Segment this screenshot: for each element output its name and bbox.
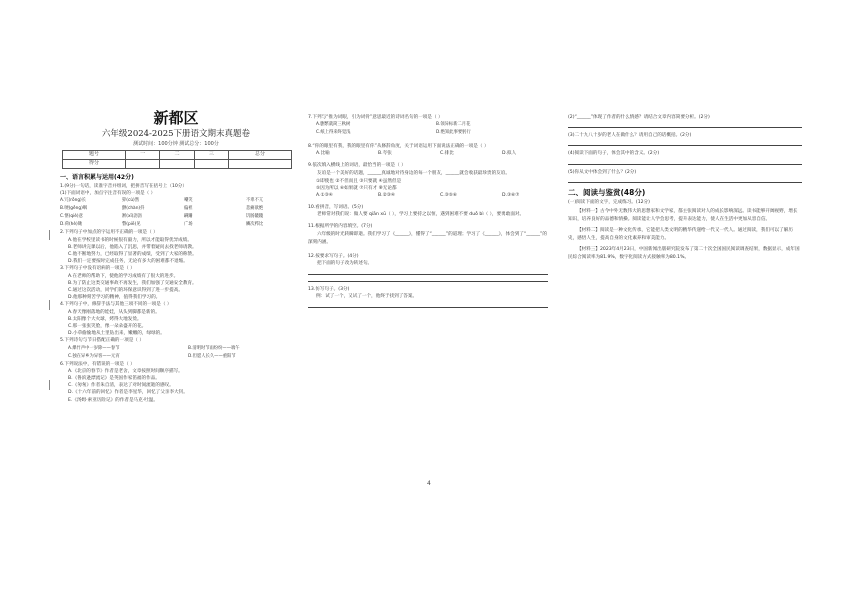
option: C.通过这次活动，同学们的环保意识得到了进一步提高。 (68, 288, 183, 294)
score-header-cell: 总分 (229, 151, 292, 160)
exam-column-2 (308, 114, 548, 312)
word-item: 瞥(piē)见 (122, 222, 141, 228)
word-item: 悲痛欲绝 (246, 206, 264, 212)
score-header-cell: 一 (125, 151, 159, 160)
exam-column-3 (568, 114, 802, 263)
question: (5)你从文中体会到了什么？(2分) (568, 169, 637, 175)
word-item: 猝(cù)然 (122, 198, 140, 204)
word-item: B.哽(gěng)咽 (60, 206, 88, 212)
exam-meta: 测试时间：100分钟 测试总分：100分 (133, 141, 219, 147)
word-item: 偏袒 (184, 206, 193, 212)
option-grid (308, 121, 548, 137)
question: 5.下列诗句与节日搭配正确的一项是（ ） (60, 338, 144, 344)
option: B.为了防止这类交通事故不再发生，我们加强了交通安全教育。 (68, 280, 197, 286)
section-heading: 一、语言积累与运用(42分) (60, 174, 134, 181)
score-header-cell: 二 (160, 151, 194, 160)
option: A.删繁就简三秋树 (316, 122, 351, 128)
option: E.《汤姆·索亚历险记》的作者是马克·吐温。 (68, 397, 158, 403)
option: D.他那种刻苦学习的精神，值得我们学习的。 (68, 295, 161, 301)
word-item: 嘲笑 (184, 198, 193, 204)
question: 3.下列句子中没有语病的一项是（ ） (60, 266, 135, 272)
word-item: 蹒跚 (184, 214, 193, 220)
question: 13.仿写句子。(3分) (308, 287, 350, 293)
answer-line[interactable] (308, 274, 548, 275)
question: (1)下面词语中，加点字注音有误的一项是（ ） (60, 191, 156, 197)
score-row-label: 得分 (63, 160, 126, 169)
option: D.③⑥⑦ (502, 193, 520, 199)
question-text: 友谊是一个美好的话题，______真诚地对待身边的每一个朋友，______就会收获最珍贵的友谊。 (317, 170, 510, 176)
question: (3)二十九八十岁的老人在做什么？请用自己的话概括。(2分) (568, 133, 692, 139)
question: 6.下列说法中，有错误的一项是（ ） (60, 361, 135, 367)
answer-line[interactable] (568, 127, 802, 128)
word-grid (60, 197, 292, 229)
reading-paragraph: 【材料二】阅读是一种文化传承，它能把人类文明的精华传递给一代又一代人。通过阅读，我们可以了解历史，感悟人生，提高自身的文化素养和审美能力。 (568, 228, 793, 242)
word-item: D.荷(hè)锄 (60, 222, 82, 228)
score-header-cell: 三 (194, 151, 228, 160)
margin-mark (49, 230, 50, 240)
option: C.他不断地努力，已经取得了显著的成绩，受到了大家的称赞。 (68, 252, 197, 258)
option: D.绝知此事要躬行 (436, 130, 471, 136)
question: 11.根据所学的内容填空。(7分) (308, 224, 373, 230)
option: C.《匆匆》作者朱自清，表达了对时间流逝的感叹。 (68, 383, 174, 389)
question: 9.依次填入横线上的词语，最恰当的一项是（ ） (308, 163, 406, 169)
option: B.清明时节雨纷纷——端午 (188, 345, 240, 351)
score-input-cell[interactable] (160, 160, 194, 169)
question: 1.(9分)一句话，读准字音并组词，把拼音写在括号上（10分） (60, 184, 187, 189)
score-input-cell[interactable] (194, 160, 228, 169)
option-grid (316, 192, 548, 200)
option-grid (316, 150, 548, 158)
option: B.②③④ (378, 193, 395, 199)
question: (4)阅读下面的句子，体会其中的含义。(2分) (568, 151, 660, 157)
option: C.纸上得来终觉浅 (316, 130, 351, 136)
option: A.他在学校里读书的时候很有毅力，所以才能取得优异成绩。 (68, 237, 192, 243)
question-text: 老师常对我们说：做人要 qiān xū（ ），学习上要持之以恒，遇到困难不要 duǒ bì（ ），要勇敢面对。 (317, 212, 525, 218)
exam-column-1 (60, 108, 292, 404)
word-item: 不卑不亢 (246, 198, 264, 204)
margin-mark (49, 300, 50, 310)
option: B.《鲁滨逊漂流记》是英国作家笛福的作品。 (68, 376, 160, 382)
score-input-cell[interactable] (229, 160, 292, 169)
option: B.夸张 (378, 151, 392, 157)
option: A.《北京的春节》作者是老舍，文章按照时间顺序描写。 (68, 368, 183, 374)
word-item: A.冗(rǒng)长 (60, 198, 87, 204)
option: B.太阳像个大火球，烤得大地发烫。 (68, 316, 142, 322)
option: D.但愿人长久——重阳节 (188, 353, 236, 359)
option: B.老师讲完课以后，他陷入了沉思，并带着疑问去找老师请教。 (68, 244, 197, 250)
option: D.我们一定要按时完成任务，无论有多大的困难都不退缩。 (68, 259, 188, 265)
question: 2.下列句子中加点的字运用不正确的一项是（ ） (60, 230, 158, 236)
word-item: 鳞次栉比 (246, 222, 264, 228)
question: 8.“你的眼里有我，我的眼里有你”从修辞角度，关于词语运用下面说法正确的一项是（ ） (308, 144, 489, 150)
reading-intro: (一)阅读下面的文字，完成练习。(12分) (568, 199, 650, 205)
option: A.在老师的帮助下，使他的学习成绩有了很大的进步。 (68, 273, 179, 279)
word-item: 颤(chàn)抖 (122, 206, 145, 212)
score-header-cell: 题号 (63, 151, 126, 160)
option: ①即使也 ②不但而且 ③只要就 ④虽然但是 (316, 178, 402, 184)
option: C.③⑤⑥ (440, 193, 458, 199)
option: A.比喻 (316, 151, 330, 157)
reading-paragraph: 【材料三】2023年4月23日，中国新闻出版研究院发布了第二十次全国国民阅读调查结果，数据显示，成年国民综合阅读率为81.9%，数字化阅读方式接触率为80.1%。 (568, 247, 800, 261)
margin-mark (49, 380, 50, 390)
question: 4.下列句子中，修辞手法与其他三项不同的一项是（ ） (60, 302, 172, 308)
option: B.领异标新二月花 (436, 122, 471, 128)
score-table (62, 150, 292, 169)
score-input-cell[interactable] (125, 160, 159, 169)
option: C.那一张张笑脸，像一朵朵盛开的花。 (68, 324, 147, 330)
question: 7.下列与“推为词眼，引为词骨”意思最近的诗词名句的一项是（ ） (308, 115, 443, 120)
word-item: 广场 (184, 222, 193, 228)
word-item: C.惬(qiè)意 (60, 214, 83, 220)
answer-line[interactable] (568, 145, 802, 146)
option: D.小草偷偷地从土里钻出来，嫩嫩的，绿绿的。 (68, 331, 165, 337)
word-item: 淅(xī)沥沥 (122, 214, 142, 220)
option: A.春天像刚落地的娃娃，从头到脚都是新的。 (68, 309, 160, 315)
option: A.①③④ (316, 193, 333, 199)
option: D.拟人 (502, 151, 517, 157)
option: C.排比 (440, 151, 454, 157)
question: 10.看拼音，写词语。(5分) (308, 205, 364, 211)
question-text: 例：试了一个，又试了一个，他终于找到了答案。 (316, 294, 418, 300)
option: ⑤因为所以 ⑥如果就 ⑦只有才 ⑧无论都 (316, 185, 397, 191)
reading-paragraph: 【材料一】古今中外无数伟大的思想家和文学家，都主张阅读对人的成长影响深远。读书能够开阔视野，增长知识，培养良好的品德和情操。阅读能让人学会思考，提升表达能力，使人在生活中更加从容自信。 (568, 209, 798, 223)
answer-line[interactable] (568, 164, 802, 165)
answer-line[interactable] (308, 281, 548, 282)
question-text: 六年级的时光转瞬即逝。我们学习了《______》，懂得了“______”的道理；学习了《______》，体会到了“______”的深刻内涵。 (308, 231, 548, 245)
word-item: 饥肠辘辘 (246, 214, 264, 220)
page-number: 4 (427, 480, 431, 487)
answer-line[interactable] (308, 307, 548, 308)
exam-title: 新都区 (153, 109, 199, 127)
option: A.爆竹声中一岁除——春节 (68, 345, 120, 351)
section-heading: 二、阅读与鉴赏(48分) (568, 187, 646, 197)
option: D.《十六年前的回忆》作者是李星华，回忆了父亲李大钊。 (68, 390, 188, 396)
answer-line[interactable] (568, 182, 802, 183)
option: C.独在异乡为异客——元宵 (68, 353, 120, 359)
question: (2)“______”体现了作者的什么情感？请结合文章内容简要分析。(2分) (568, 115, 710, 120)
exam-subtitle: 六年级2024-2025下册语文期末真题卷 (101, 129, 251, 139)
question: 12.按要求写句子。(4分) (308, 253, 359, 259)
option-grid (60, 345, 292, 361)
question-text: 把下面的句子改为转述句。 (317, 261, 373, 266)
